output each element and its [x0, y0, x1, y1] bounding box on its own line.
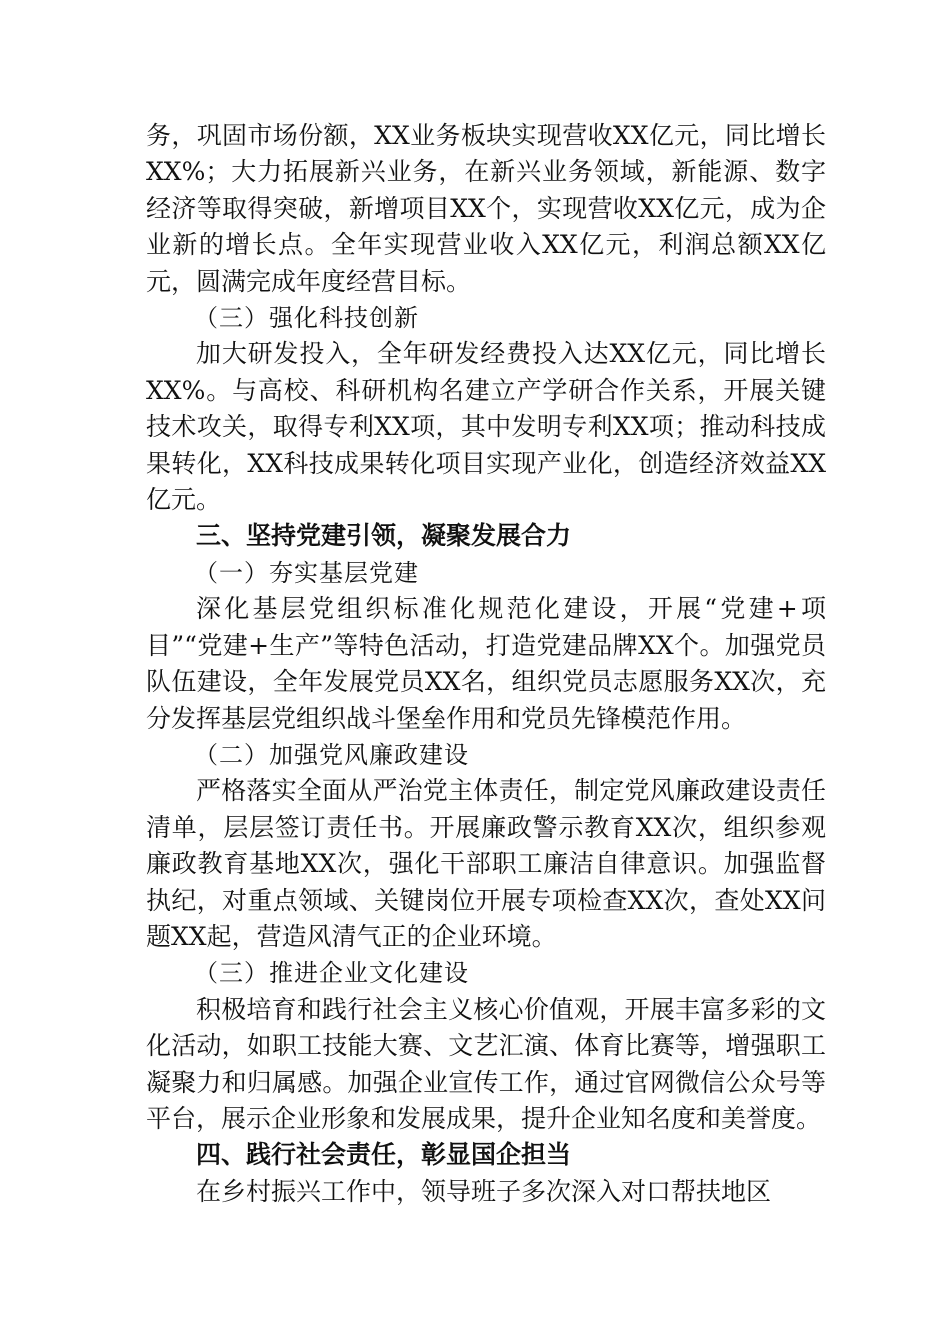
subheading-corporate-culture: （三）推进企业文化建设: [194, 959, 469, 988]
paragraph-integrity: 严格落实全面从严治党主体责任，制定党风廉政建设责任清单，层层签订责任书。开展廉政警示教育XX次，组织参观廉政教育基地XX次，强化干部职工廉洁自律意识。加强监督执纪，对重点领域、关键岗位开展专项检查XX次，查处XX问题XX起，营造风清气正的企业环境。: [146, 776, 826, 951]
document-body: [146, 118, 826, 1210]
paragraph-corporate-culture: 积极培育和践行社会主义核心价值观，开展丰富多彩的文化活动，如职工技能大赛、文艺汇演、体育比赛等，增强职工凝聚力和归属感。加强企业宣传工作，通过官网微信公众号等平台，展示企业形象和发展成果，提升企业知名度和美誉度。: [146, 994, 826, 1133]
paragraph-rural-revitalization: 在乡村振兴工作中，领导班子多次深入对口帮扶地区: [196, 1176, 772, 1206]
heading-party-building: 三、坚持党建引领，凝聚发展合力: [196, 521, 572, 551]
paragraph-operations-continued: 务，巩固市场份额，XX业务板块实现营收XX亿元，同比增长XX%；大力拓展新兴业务，在新兴业务领域，新能源、数字经济等取得突破，新增项目XX个，实现营收XX亿元，成为企业新的增长点。全年实现营业收入XX亿元，利润总额XX亿元，圆满完成年度经营目标。: [146, 121, 826, 296]
paragraph-grassroots-party: 深化基层党组织标准化规范化建设，开展“党建+项目”“党建+生产”等特色活动，打造党建品牌XX个。加强党员队伍建设，全年发展党员XX名，组织党员志愿服务XX次，充分发挥基层党组织战斗堡垒作用和党员先锋模范作用。: [146, 594, 826, 733]
subheading-integrity: （二）加强党风廉政建设: [194, 740, 469, 769]
subheading-tech-innovation: （三）强化科技创新: [194, 304, 419, 333]
heading-social-responsibility: 四、践行社会责任，彰显国企担当: [196, 1140, 572, 1170]
subheading-grassroots-party: （一）夯实基层党建: [194, 558, 419, 587]
paragraph-tech-innovation: 加大研发投入，全年研发经费投入达XX亿元，同比增长XX%。与高校、科研机构名建立产学研合作关系，开展关键技术攻关，取得专利XX项，其中发明专利XX项；推动科技成果转化，XX科技成果转化项目实现产业化，创造经济效益XX亿元。: [146, 339, 826, 515]
